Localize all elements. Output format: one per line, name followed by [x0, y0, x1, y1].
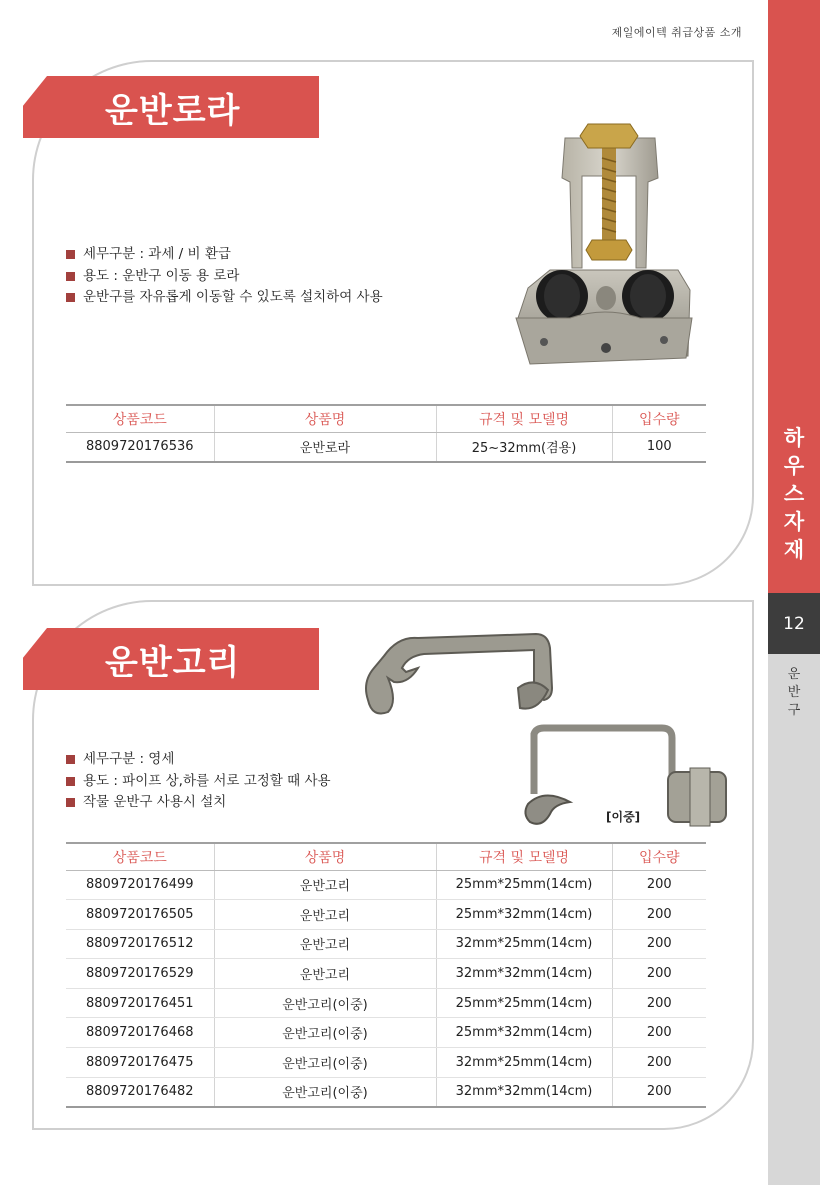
bullet-square-icon: [66, 272, 75, 281]
list-item: [66, 771, 331, 793]
table-header-row: [66, 843, 706, 870]
hook-bullet-list: [66, 749, 331, 814]
product-code-cell: 8809720176482: [66, 1077, 214, 1107]
product-code-cell: 8809720176512: [66, 929, 214, 959]
side-category-char: 스: [783, 482, 805, 506]
section-title-hook: 운반고리: [23, 628, 319, 690]
product-code-cell: 8809720176468: [66, 1018, 214, 1048]
product-code-cell: 8809720176475: [66, 1048, 214, 1078]
spec-cell: 32mm*25mm(14cm): [436, 1048, 612, 1078]
quantity-cell: 100: [612, 432, 706, 462]
hook-product-image: [358, 628, 558, 723]
product-code-cell: 8809720176536: [66, 432, 214, 462]
spec-cell: 25mm*25mm(14cm): [436, 870, 612, 900]
table-row: [66, 1018, 706, 1048]
hook-product-table: [66, 842, 706, 1108]
product-name-cell: 운반고리(이중): [214, 1077, 436, 1107]
side-sub-label: [768, 666, 820, 720]
table-row: [66, 432, 706, 462]
list-item: [66, 287, 383, 309]
quantity-cell: 200: [612, 929, 706, 959]
side-category-char: 재: [783, 538, 805, 562]
spec-cell: 32mm*25mm(14cm): [436, 929, 612, 959]
list-item: [66, 266, 383, 288]
product-code-cell: 8809720176529: [66, 959, 214, 989]
bullet-text: 세무구분 : 영세: [83, 751, 175, 767]
side-sub-char: 운: [787, 667, 801, 682]
bullet-square-icon: [66, 798, 75, 807]
side-category-char: 우: [783, 454, 805, 478]
bullet-text: 세무구분 : 과세 / 비 환급: [83, 246, 231, 262]
product-name-cell: 운반고리: [214, 929, 436, 959]
table-row: [66, 1048, 706, 1078]
product-name-cell: 운반고리(이중): [214, 988, 436, 1018]
list-item: [66, 792, 331, 814]
roller-bullet-list: [66, 244, 383, 309]
column-header: 입수량: [612, 405, 706, 432]
header-title: 제일에이텍 취급상품 소개: [611, 26, 742, 39]
quantity-cell: 200: [612, 870, 706, 900]
column-header: 상품명: [214, 843, 436, 870]
side-category-label: [768, 424, 820, 564]
quantity-cell: 200: [612, 959, 706, 989]
side-category-char: 자: [783, 510, 805, 534]
product-name-cell: 운반로라: [214, 432, 436, 462]
side-sub-char: 반: [787, 685, 801, 700]
column-header: 상품코드: [66, 843, 214, 870]
spec-cell: 25mm*32mm(14cm): [436, 1018, 612, 1048]
product-name-cell: 운반고리: [214, 900, 436, 930]
spec-cell: 32mm*32mm(14cm): [436, 1077, 612, 1107]
product-name-cell: 운반고리(이중): [214, 1048, 436, 1078]
table-header-row: [66, 405, 706, 432]
product-name-cell: 운반고리: [214, 959, 436, 989]
product-name-cell: 운반고리: [214, 870, 436, 900]
quantity-cell: 200: [612, 1018, 706, 1048]
roller-product-image: [510, 118, 700, 370]
column-header: 규격 및 모델명: [436, 405, 612, 432]
table-row: [66, 988, 706, 1018]
spec-cell: 32mm*32mm(14cm): [436, 959, 612, 989]
spec-cell: 25mm*25mm(14cm): [436, 988, 612, 1018]
list-item: [66, 244, 383, 266]
bullet-square-icon: [66, 250, 75, 259]
product-code-cell: 8809720176499: [66, 870, 214, 900]
table-row: [66, 870, 706, 900]
column-header: 규격 및 모델명: [436, 843, 612, 870]
product-name-cell: 운반고리(이중): [214, 1018, 436, 1048]
product-code-cell: 8809720176451: [66, 988, 214, 1018]
spec-cell: 25mm*32mm(14cm): [436, 900, 612, 930]
bullet-square-icon: [66, 293, 75, 302]
bullet-text: 작물 운반구 사용시 설치: [83, 794, 227, 810]
double-hook-image-label: [이중]: [606, 810, 641, 824]
bullet-square-icon: [66, 755, 75, 764]
bullet-text: 용도 : 파이프 상,하를 서로 고정할 때 사용: [83, 772, 331, 789]
table-row: [66, 1077, 706, 1107]
side-sub-char: 구: [787, 703, 801, 718]
bullet-square-icon: [66, 777, 75, 786]
column-header: 상품코드: [66, 405, 214, 432]
product-code-cell: 8809720176505: [66, 900, 214, 930]
spec-cell: 25~32mm(겸용): [436, 432, 612, 462]
list-item: [66, 749, 331, 771]
column-header: 상품명: [214, 405, 436, 432]
quantity-cell: 200: [612, 1077, 706, 1107]
table-row: [66, 959, 706, 989]
side-category-char: 하: [783, 426, 805, 450]
table-row: [66, 900, 706, 930]
quantity-cell: 200: [612, 988, 706, 1018]
bullet-text: 운반구를 자유롭게 이동할 수 있도록 설치하여 사용: [83, 289, 383, 305]
bullet-text: 용도 : 운반구 이동 용 로라: [83, 267, 240, 284]
roller-product-table: [66, 404, 706, 463]
quantity-cell: 200: [612, 900, 706, 930]
page-number: 12: [768, 593, 820, 654]
column-header: 입수량: [612, 843, 706, 870]
table-row: [66, 929, 706, 959]
section-title-roller: 운반로라: [23, 76, 319, 138]
quantity-cell: 200: [612, 1048, 706, 1078]
